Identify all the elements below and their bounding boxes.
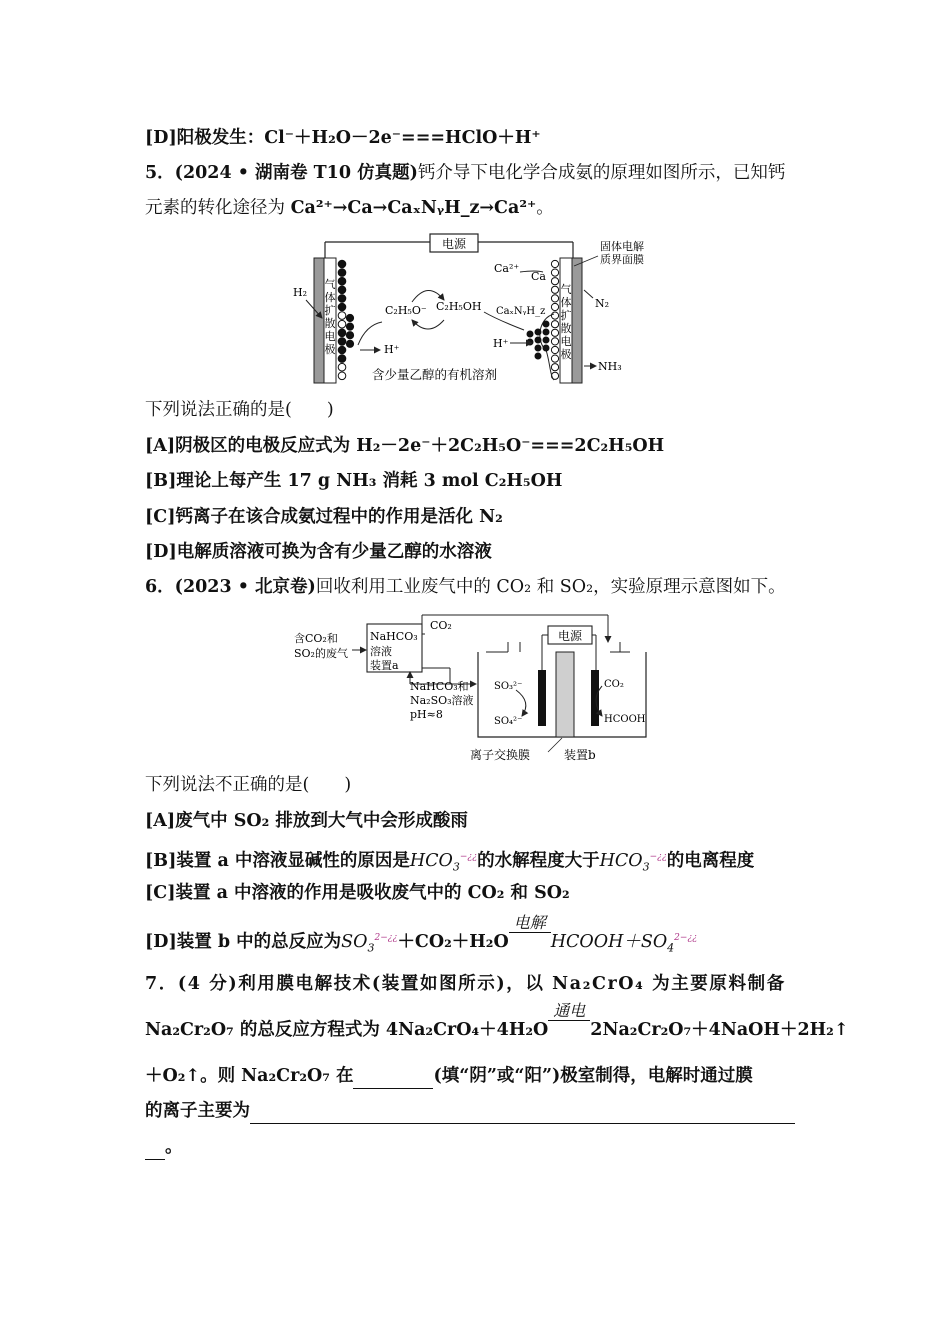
question-7-line3-b: (填“阴”或“阳”)极室制得，电解时通过膜 bbox=[433, 1066, 753, 1086]
co2-top-label: CO₂ bbox=[430, 619, 452, 632]
co2-right-label: CO₂ bbox=[604, 679, 624, 690]
option-6d-text-2: ＋CO₂＋H₂O bbox=[397, 931, 509, 952]
device-a-solution-1: NaHCO₃ bbox=[370, 630, 418, 643]
solution-label-2: Na₂SO₃溶液 bbox=[410, 694, 474, 707]
question-7-line5-end: 。 bbox=[165, 1137, 183, 1157]
ca-label: Ca bbox=[531, 270, 546, 283]
electrolysis-condition: 电解 bbox=[509, 930, 551, 954]
membrane-label-1: 固体电解 bbox=[600, 240, 644, 253]
figure-2-svg bbox=[290, 612, 670, 767]
nh3-label: NH₃ bbox=[598, 360, 622, 373]
power-source-label-2: 电源 bbox=[557, 629, 583, 643]
adsorbed-particle bbox=[338, 269, 346, 277]
electrode-site bbox=[551, 364, 558, 371]
electrode-site bbox=[551, 346, 558, 353]
ethoxide-label: C₂H₅O⁻ bbox=[385, 304, 427, 317]
right-electrode-label bbox=[561, 282, 572, 361]
question-6-ask-text: 下列说法不正确的是( ) bbox=[145, 775, 352, 795]
svg-text:电: 电 bbox=[560, 335, 572, 348]
option-6b-text-1: [B]装置 a 中溶液显碱性的原因是 bbox=[145, 850, 410, 871]
option-6b[interactable] bbox=[145, 845, 754, 873]
adsorbed-particle bbox=[346, 314, 353, 321]
caxnyhz-particle bbox=[535, 345, 542, 352]
electrode-site bbox=[551, 286, 558, 293]
option-6a[interactable]: [A]废气中 SO₂ 排放到大气中会形成酸雨 bbox=[145, 811, 468, 831]
option-5d[interactable]: [D]电解质溶液可换为含有少量乙醇的水溶液 bbox=[145, 542, 492, 562]
hcooh-label: HCOOH bbox=[604, 714, 646, 725]
adsorbed-particle bbox=[338, 346, 346, 354]
svg-text:体: 体 bbox=[324, 291, 336, 304]
h-plus-left-label: H⁺ bbox=[384, 343, 400, 356]
answer-blank-2-cont[interactable] bbox=[145, 1135, 165, 1160]
right-particles bbox=[551, 260, 558, 379]
membrane-label: 离子交换膜 bbox=[470, 748, 531, 762]
question-5-end: 。 bbox=[536, 198, 554, 218]
svg-text:体: 体 bbox=[560, 296, 572, 309]
caxnyhz-particle bbox=[535, 353, 542, 360]
empty-site bbox=[338, 363, 346, 371]
so4-label: SO₄²⁻ bbox=[494, 716, 523, 727]
adsorbed-particle bbox=[338, 355, 346, 363]
question-6-header bbox=[145, 575, 786, 599]
option-6c[interactable]: [C]装置 a 中溶液的作用是吸收废气中的 CO₂ 和 SO₂ bbox=[145, 883, 570, 903]
electrode-site bbox=[551, 260, 558, 267]
svg-text:极: 极 bbox=[324, 343, 336, 356]
solution-label-1: NaHCO₃和 bbox=[410, 680, 469, 693]
adsorbed-particle bbox=[338, 329, 346, 337]
solution-label-3: pH≈8 bbox=[410, 708, 443, 721]
figure-1-electrolysis-ammonia bbox=[288, 230, 668, 390]
electrode-site bbox=[551, 278, 558, 285]
caxnyhz-particle bbox=[527, 339, 534, 346]
figure-1-svg bbox=[288, 230, 668, 390]
so3-label: SO₃²⁻ bbox=[494, 681, 523, 692]
caxnyhz-particle bbox=[535, 337, 542, 344]
question-5-line2-text: 元素的转化途径为 bbox=[145, 198, 291, 218]
current-condition: 通电 bbox=[548, 1018, 590, 1042]
adsorbed-particle bbox=[338, 303, 346, 311]
ion-exchange-membrane bbox=[556, 652, 574, 737]
left-particles bbox=[338, 260, 353, 379]
question-5-path: Ca²⁺→Ca→CaₓNᵧH_z→Ca²⁺ bbox=[290, 198, 537, 218]
cathode bbox=[591, 670, 599, 726]
option-6b-text-2: 的水解程度大于 bbox=[477, 850, 600, 871]
svg-text:扩: 扩 bbox=[324, 304, 336, 317]
so3-formula: $SO_3^{2-¿¿}$ bbox=[341, 931, 398, 955]
electrode-site bbox=[551, 269, 558, 276]
h2-label: H₂ bbox=[293, 286, 308, 299]
device-a-solution-2: 溶液 bbox=[370, 645, 392, 658]
question-7-line4 bbox=[145, 1099, 795, 1124]
question-7-line2-b: 2Na₂Cr₂O₇＋4NaOH＋2H₂↑ bbox=[590, 1020, 849, 1040]
adsorbed-particle bbox=[338, 295, 346, 303]
product-formula: $HCOOH+SO_4^{2-¿¿}$ bbox=[550, 931, 698, 955]
electrode-site bbox=[551, 355, 558, 362]
h-plus-right-label: H⁺ bbox=[493, 337, 509, 350]
option-6b-text-3: 的电离程度 bbox=[666, 850, 755, 871]
answer-blank-2[interactable] bbox=[250, 1099, 795, 1124]
adsorbed-particle bbox=[346, 340, 353, 347]
device-a-label: 装置a bbox=[370, 659, 399, 672]
svg-text:电: 电 bbox=[324, 330, 336, 343]
figure-2-co2-so2-recovery bbox=[290, 612, 670, 767]
question-6-ask bbox=[145, 773, 351, 797]
option-6d-text-1: [D]装置 b 中的总反应为 bbox=[145, 931, 342, 952]
membrane-label-2: 质界面膜 bbox=[600, 253, 644, 266]
hco3-ion-1: $HCO_3^{-¿¿}$ bbox=[409, 850, 478, 874]
question-7-line4-text: 的离子主要为 bbox=[145, 1101, 250, 1121]
caxnyhz-particles bbox=[527, 321, 550, 360]
solvent-label: 含少量乙醇的有机溶剂 bbox=[372, 367, 498, 382]
question-7-line2 bbox=[145, 1001, 849, 1042]
anode bbox=[538, 670, 546, 726]
waste-gas-label-2: SO₂的废气 bbox=[294, 647, 348, 660]
hco3-ion-2: $HCO_3^{-¿¿}$ bbox=[599, 850, 667, 874]
n2-label: N₂ bbox=[595, 297, 610, 310]
question-5-text: 钙介导下电化学合成氨的原理如图所示，已知钙 bbox=[417, 163, 786, 183]
adsorbed-particle bbox=[346, 332, 353, 339]
right-electrode-plate bbox=[572, 258, 582, 383]
empty-site bbox=[338, 320, 346, 328]
ethanol-label: C₂H₅OH bbox=[436, 300, 482, 313]
adsorbed-particle bbox=[338, 260, 346, 268]
caxnyhz-label: CaₓNᵧH_z bbox=[496, 306, 546, 317]
svg-text:极: 极 bbox=[560, 348, 572, 361]
caxnyhz-particle bbox=[543, 345, 550, 352]
adsorbed-particle bbox=[338, 338, 346, 346]
option-5b[interactable]: [B]理论上每产生 17 g NH₃ 消耗 3 mol C₂H₅OH bbox=[145, 471, 563, 491]
caxnyhz-particle bbox=[543, 329, 550, 336]
waste-gas-label-1: 含CO₂和 bbox=[294, 632, 338, 645]
option-5d-prev: [D]阳极发生：Cl⁻＋H₂O－2e⁻===HClO＋H⁺ bbox=[145, 128, 541, 148]
svg-text:气: 气 bbox=[560, 283, 572, 296]
empty-site bbox=[338, 312, 346, 320]
answer-blank-1[interactable] bbox=[353, 1064, 433, 1089]
power-source-label: 电源 bbox=[441, 237, 467, 251]
adsorbed-particle bbox=[346, 323, 353, 330]
caxnyhz-particle bbox=[543, 321, 550, 328]
electrode-site bbox=[551, 295, 558, 302]
svg-text:散: 散 bbox=[560, 322, 572, 335]
question-5-line2 bbox=[145, 196, 554, 220]
adsorbed-particle bbox=[338, 286, 346, 294]
question-5-header bbox=[145, 161, 785, 185]
empty-site bbox=[338, 372, 346, 380]
question-5-source: 5．(2024 • 湖南卷 T10 仿真题) bbox=[145, 163, 418, 183]
ca2-label: Ca²⁺ bbox=[494, 262, 520, 275]
left-electrode-plate bbox=[314, 258, 324, 383]
question-7-line2-a: Na₂Cr₂O₇ 的总反应方程式为 4Na₂CrO₄＋4H₂O bbox=[145, 1020, 549, 1040]
question-7-line5 bbox=[145, 1135, 183, 1160]
question-6-text: 回收利用工业废气中的 CO₂ 和 SO₂，实验原理示意图如下。 bbox=[315, 577, 786, 597]
electrode-site bbox=[551, 338, 558, 345]
electrode-site bbox=[551, 312, 558, 319]
question-5-ask-text: 下列说法正确的是( ) bbox=[145, 400, 334, 420]
adsorbed-particle bbox=[338, 277, 346, 285]
option-5a[interactable]: [A]阴极区的电极反应式为 H₂－2e⁻＋2C₂H₅O⁻===2C₂H₅OH bbox=[145, 436, 665, 456]
left-electrode-label bbox=[325, 277, 336, 356]
question-7-line3 bbox=[145, 1064, 753, 1089]
option-6d[interactable] bbox=[145, 912, 698, 955]
svg-text:气: 气 bbox=[324, 278, 336, 291]
device-b-label: 装置b bbox=[564, 748, 596, 762]
option-5c[interactable]: [C]钙离子在该合成氨过程中的作用是活化 N₂ bbox=[145, 507, 503, 527]
caxnyhz-particle bbox=[535, 329, 542, 336]
svg-text:散: 散 bbox=[324, 317, 336, 330]
question-5-ask bbox=[145, 398, 334, 422]
caxnyhz-particle bbox=[543, 337, 550, 344]
question-7-line3-a: ＋O₂↑。则 Na₂Cr₂O₇ 在 bbox=[145, 1066, 354, 1086]
svg-text:扩: 扩 bbox=[560, 309, 572, 322]
caxnyhz-particle bbox=[527, 331, 534, 338]
electrode-site bbox=[551, 329, 558, 336]
electrode-site bbox=[551, 321, 558, 328]
electrode-site bbox=[551, 303, 558, 310]
question-7-line1: 7．(4 分)利用膜电解技术(装置如图所示)，以 Na₂CrO₄ 为主要原料制备 bbox=[145, 974, 786, 994]
question-6-source: 6．(2023 • 北京卷) bbox=[145, 577, 316, 597]
